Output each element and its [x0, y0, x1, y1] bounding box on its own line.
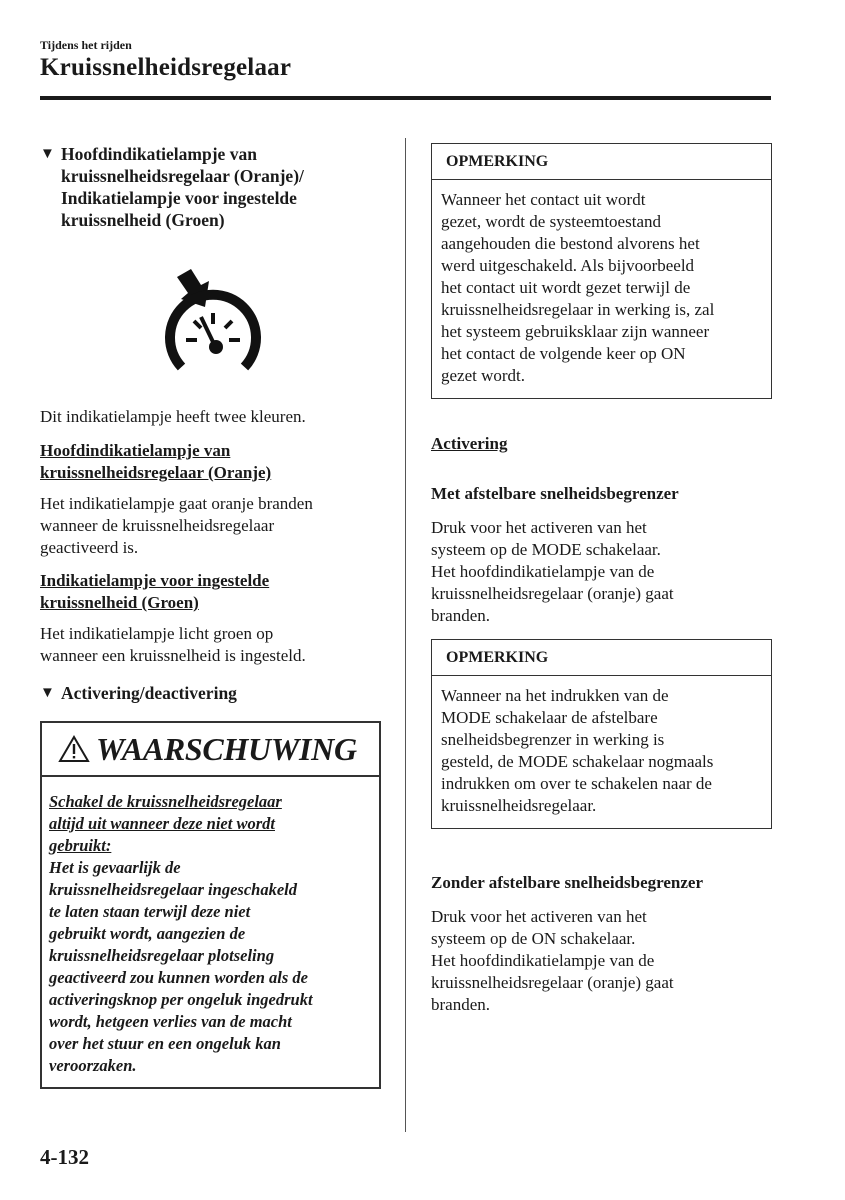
- cruise-control-indicator: [40, 267, 383, 395]
- activation-subheading: Activering: [431, 434, 508, 453]
- section-label: Tijdens het rijden: [40, 38, 132, 52]
- cruise-control-indicator-icon: [163, 267, 263, 387]
- right-column: [431, 143, 772, 1016]
- note-text: Wanneer na het indrukken van de MODE schakelaar de afstelbare snelheidsbegrenzer in werking is gesteld, de MODE schakelaar nogmaals indrukken om over te schakelen naar de kruissnelheidsregelaar.: [441, 686, 714, 815]
- main-indicator-text: Het indikatielampje gaat oranje branden wanneer de kruissnelheidsregelaar geactiveerd is.: [40, 494, 313, 557]
- column-divider: [405, 138, 406, 1132]
- warning-text: Schakel de kruissnelheidsregelaar altijd uit wanneer deze niet wordt gebruikt: Het is gevaarlijk de kruissnelheidsregelaar ingeschakeld te laten staan terwijl deze niet gebruikt wordt, aangezien de kruissnelheidsregelaar plotseling geactiveerd zou kunnen worden als de activeringsknop per ongeluk ingedrukt wordt, hetgeen verlies van de macht over het stuur en een ongeluk kan veroorzaken.: [49, 792, 313, 1075]
- indicator-heading: ▼ Hoofdindikatielampje van kruissnelheidsregelaar (Oranje)/ Indikatielampje voor ingestelde kruissnelheid (Groen): [40, 144, 304, 230]
- set-speed-subheading: Indikatielampje voor ingestelde kruissnelheid (Groen): [40, 571, 270, 612]
- without-limiter-heading: Zonder afstelbare snelheidsbegrenzer: [431, 873, 703, 892]
- with-limiter-text: Druk voor het activeren van het systeem op de MODE schakelaar. Het hoofdindikatielampje van de kruissnelheidsregelaar (oranje) gaat branden.: [431, 518, 674, 625]
- intro-text: Dit indikatielampje heeft twee kleuren.: [40, 407, 306, 426]
- with-limiter-heading: Met afstelbare snelheidsbegrenzer: [431, 484, 679, 503]
- header-rule: [40, 96, 771, 100]
- note-title: OPMERKING: [432, 640, 771, 676]
- main-indicator-subheading: Hoofdindikatielampje van kruissnelheidsregelaar (Oranje): [40, 441, 272, 482]
- warning-triangle-icon: [58, 735, 90, 763]
- triangle-marker-icon: ▼: [40, 146, 55, 162]
- page-number: 4-132: [40, 1145, 89, 1169]
- note-box: [431, 639, 772, 829]
- set-speed-text: Het indikatielampje licht groen op wanneer een kruissnelheid is ingesteld.: [40, 624, 306, 665]
- warning-header: [42, 723, 379, 777]
- activation-heading: ▼ Activering/deactivering: [40, 683, 237, 703]
- note-text: Wanneer het contact uit wordt gezet, wordt de systeemtoestand aangehouden die bestond alvorens het werd uitgeschakeld. Als bijvoorbeeld het contact uit wordt gezet terwijl de kruissnelheidsregelaar in werking is, zal het systeem gebruiksklaar zijn wanneer het contact de volgende keer op ON gezet wordt.: [441, 190, 715, 385]
- note-title: OPMERKING: [432, 144, 771, 180]
- page-title: Kruissnelheidsregelaar: [40, 54, 292, 81]
- warning-title: WAARSCHUWING: [96, 731, 357, 767]
- note-box: [431, 143, 772, 399]
- left-column: [40, 143, 383, 1089]
- warning-box: [40, 721, 381, 1089]
- without-limiter-text: Druk voor het activeren van het systeem op de ON schakelaar. Het hoofdindikatielampje van de kruissnelheidsregelaar (oranje) gaat branden.: [431, 907, 674, 1014]
- triangle-marker-icon: ▼: [40, 685, 55, 701]
